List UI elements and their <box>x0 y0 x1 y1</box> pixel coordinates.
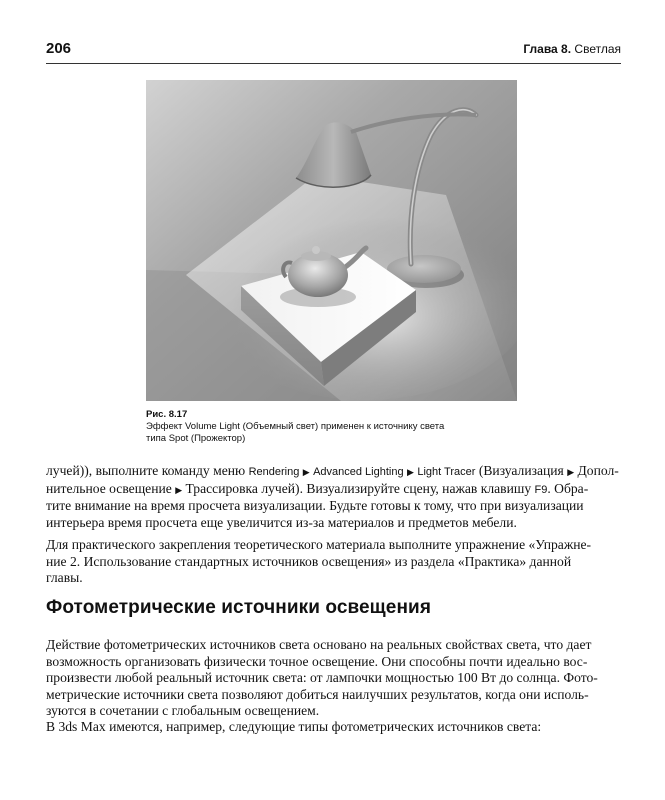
text-fragment: нительное освещение <box>46 480 176 496</box>
chapter-label: Глава 8. <box>523 42 572 56</box>
menu-arrow-icon: ▶ <box>302 467 310 477</box>
caption-line: Эффект Volume Light (Объемный свет) применен к источнику света <box>146 421 445 432</box>
figure-caption <box>146 409 526 445</box>
menu-arrow-icon: ▶ <box>567 467 575 477</box>
text-fragment: Трассировка лучей). Визуализируйте сцену, нажав клавишу <box>182 480 535 496</box>
lamp-teapot-render-image <box>146 80 517 401</box>
text-line: ние 2. Использование стандартных источников освещения» из раздела «Практика» данной <box>46 553 572 569</box>
section-heading: Фотометрические источники освещения <box>46 597 432 618</box>
text-line: произвести любой реальный источник света: от лампочки мощностью 100 Вт до солнца. Фото- <box>46 670 598 685</box>
text-line: метрические источники света позволяют добиться наилучших результатов, когда они исполь- <box>46 686 589 702</box>
key-f9: F9 <box>534 483 548 496</box>
menu-light-tracer: Light Tracer <box>417 466 476 478</box>
text-line: тите внимание на время просчета визуализации. Будьте готовы к тому, что при визуализации <box>46 498 584 513</box>
menu-arrow-icon: ▶ <box>175 484 183 495</box>
text-line: Для практического закрепления теоретического материала выполните упражнение «Упражне- <box>46 537 592 552</box>
paragraph-render-command <box>46 463 621 531</box>
text-fragment: (Визуализация <box>475 463 568 478</box>
caption-line: типа Spot (Прожектор) <box>146 433 246 444</box>
text-fragment: Допол- <box>574 463 619 478</box>
paragraph-photometric <box>46 637 621 720</box>
figure-render <box>146 80 517 401</box>
menu-rendering: Rendering <box>248 466 300 478</box>
text-line: интерьера время просчета еще увеличится из-за материалов и предметов мебели. <box>46 514 517 530</box>
menu-advanced-lighting: Advanced Lighting <box>313 466 404 478</box>
text-line: В 3ds Max имеются, например, следующие типы фотометрических источников света: <box>46 719 542 734</box>
figure-number: Рис. 8.17 <box>146 409 188 420</box>
header-rule <box>46 63 621 64</box>
paragraph-types <box>46 719 621 736</box>
text-fragment: лучей)), выполните команду меню <box>46 463 249 478</box>
text-line: возможность организовать физически точное освещение. Они способны почти идеально вос- <box>46 653 588 669</box>
menu-arrow-icon: ▶ <box>407 467 414 477</box>
paragraph-exercise <box>46 537 621 587</box>
text-line <box>46 481 621 499</box>
chapter-title: Светлая <box>574 42 621 56</box>
running-head <box>523 42 621 56</box>
text-line: главы. <box>46 570 83 585</box>
page-number: 206 <box>46 40 72 57</box>
text-fragment: . Обра- <box>547 480 589 496</box>
text-line: Действие фотометрических источников света основано на реальных свойствах света, что дает <box>46 637 592 652</box>
page-header <box>46 40 621 60</box>
text-line: зуются в сочетании с глобальным освещением. <box>46 703 320 718</box>
text-line <box>46 463 621 481</box>
